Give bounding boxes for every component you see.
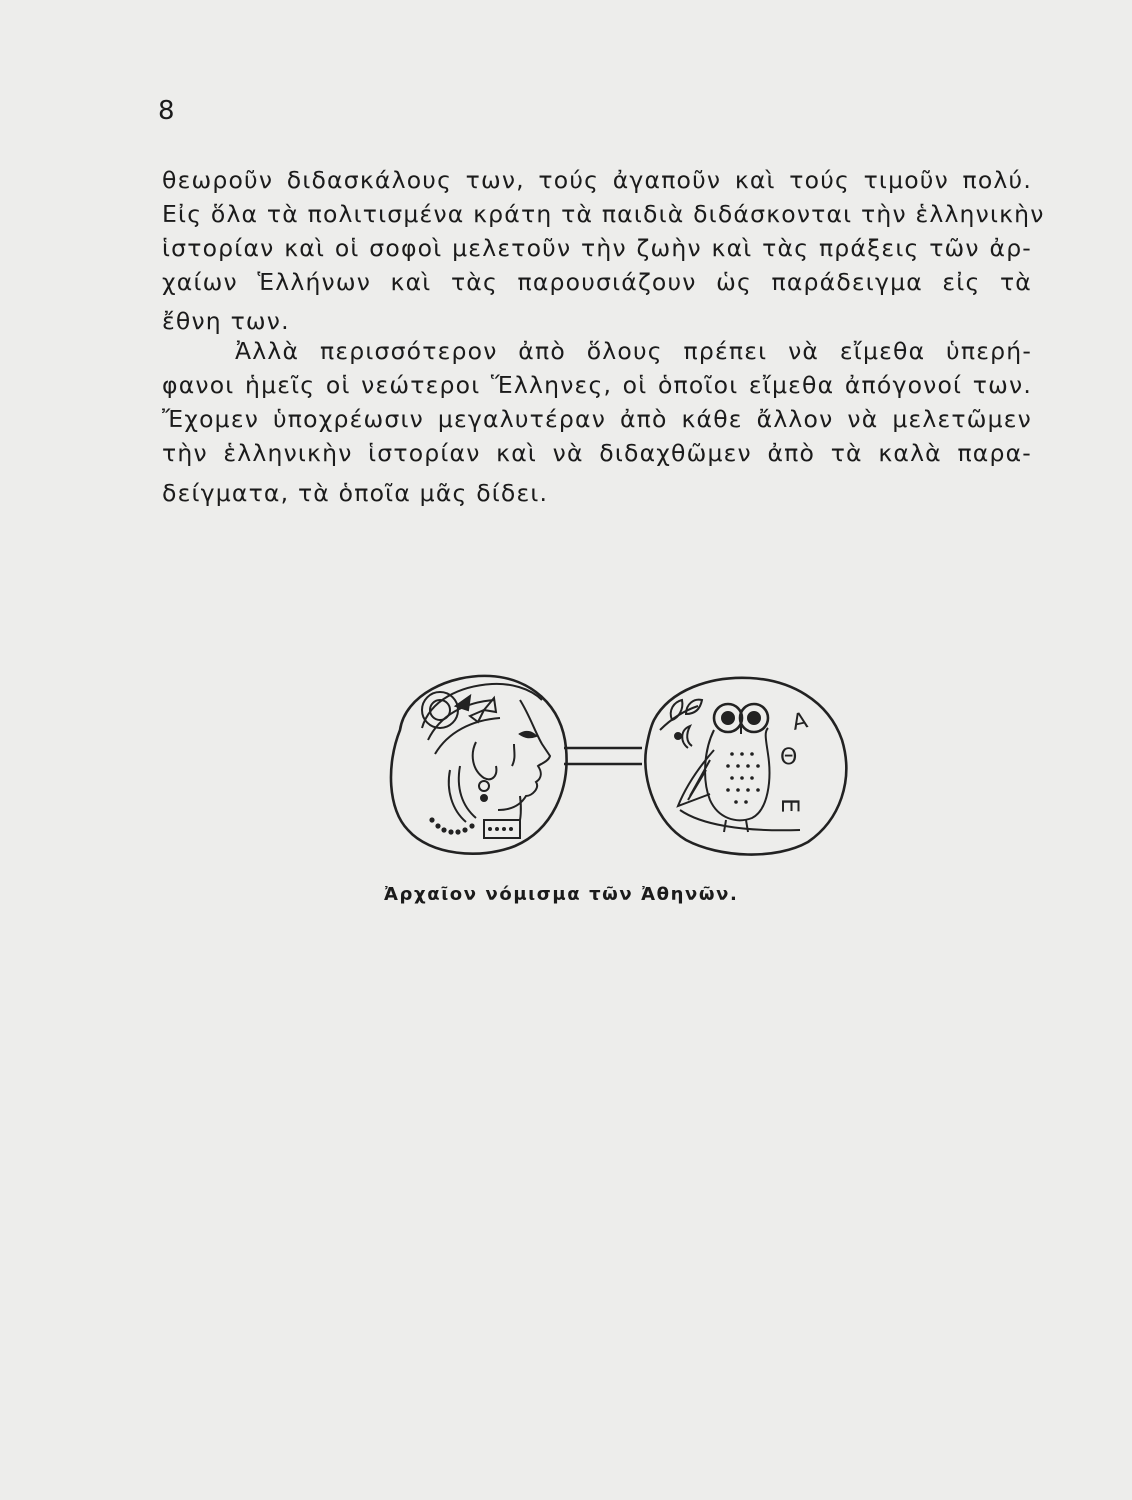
page-number: 8 bbox=[158, 96, 175, 126]
text-line: Ἀλλὰ περισσότερον ἀπὸ ὅλους πρέπει νὰ εἴμεθα ὑπερή- bbox=[235, 337, 1032, 365]
text-line: δείγματα, τὰ ὁποῖα μᾶς δίδει. bbox=[162, 479, 549, 507]
coin-inscription-letter: Α bbox=[790, 708, 810, 736]
text-line: Ἔχομεν ὑποχρέωσιν μεγαλυτέραν ἀπὸ κάθε ἄλλον νὰ μελετῶμεν bbox=[162, 405, 1032, 433]
text-line: ἔθνη των. bbox=[162, 307, 290, 335]
coin-illustration bbox=[380, 670, 850, 860]
text-line: θεωροῦν διδασκάλους των, τούς ἀγαποῦν καὶ τούς τιμοῦν πολύ. bbox=[162, 166, 1032, 194]
athena-coin bbox=[391, 676, 567, 854]
coin-connector bbox=[564, 748, 642, 764]
text-line: ἱστορίαν καὶ οἱ σοφοὶ μελετοῦν τὴν ζωὴν καὶ τὰς πράξεις τῶν ἀρ- bbox=[162, 234, 1032, 262]
owl-coin bbox=[645, 678, 846, 855]
coin-inscription-letter: Θ bbox=[780, 745, 798, 770]
text-line: Εἰς ὅλα τὰ πολιτισμένα κράτη τὰ παιδιὰ διδάσκονται τὴν ἑλληνικὴν bbox=[162, 200, 1045, 228]
figure-caption: Ἀρχαῖον νόμισμα τῶν Ἀθηνῶν. bbox=[384, 884, 739, 905]
text-line: φανοι ἡμεῖς οἱ νεώτεροι Ἕλληνες, οἱ ὁποῖοι εἴμεθα ἀπόγονοί των. bbox=[162, 371, 1032, 399]
text-line: τὴν ἑλληνικὴν ἱστορίαν καὶ νὰ διδαχθῶμεν ἀπὸ τὰ καλὰ παρα- bbox=[162, 439, 1032, 467]
text-line: χαίων Ἑλλήνων καὶ τὰς παρουσιάζουν ὡς παράδειγμα εἰς τὰ bbox=[162, 268, 1032, 296]
coin-inscription-letter: Ε bbox=[776, 798, 804, 814]
